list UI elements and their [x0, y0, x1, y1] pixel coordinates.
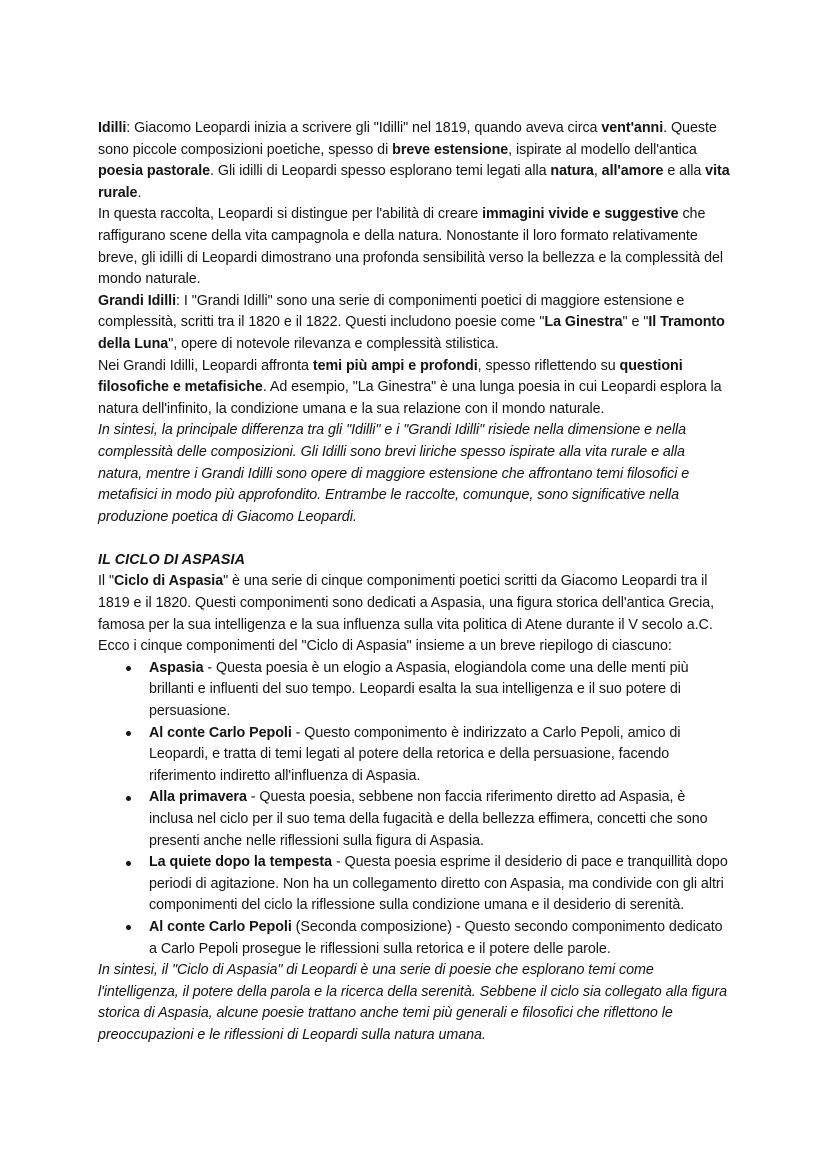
text-run: In sintesi, il "Ciclo di Aspasia" di Leopardi è una serie di poesie che esplorano temi come l'intelligenza, il potere della parola e la ricerca della serenità. Sebbene il ciclo sia collegato alla figura storica di Aspasia, alcune poesie trattano anche temi più generali e filosofici che riflettono le preoccupazioni e le riflessioni di Leopardi sulla natura umana. — [98, 962, 728, 1043]
bold-run: breve estensione — [392, 141, 509, 158]
text-run: - Questa poesia esprime il desiderio di pace e tranquillità dopo periodi di agitazione. Non ha un collegamento diretto con Aspasia, ma condivide con gli altri componimenti del ciclo la riflessione sulla condizione umana e il desiderio di serenità. — [149, 854, 728, 914]
document-body — [98, 118, 732, 1047]
list-item-text — [149, 660, 689, 719]
bold-run: Il Tramonto della Luna — [98, 314, 725, 352]
bullet-point-icon — [126, 796, 131, 801]
list-item-al-conte-carlo-pepoli — [98, 723, 732, 788]
bold-run: La quiete dopo la tempesta — [149, 854, 333, 871]
text-run: , ispirate al modello dell'antica — [508, 141, 697, 158]
text-run: - Questo componimento è indirizzato a Carlo Pepoli, amico di Leopardi, e tratta di temi legati al potere della retorica e della persuasione, facendo riferimento indiretto all'influenza di Aspasia. — [149, 724, 681, 784]
bold-run: Idilli — [98, 120, 127, 136]
text-run: , spesso riflettendo su — [477, 357, 620, 374]
bold-run: Aspasia — [149, 659, 204, 676]
text-run: . Queste sono piccole composizioni poetiche, spesso di — [98, 120, 717, 158]
text-run: e alla — [663, 163, 706, 180]
text-run: - Questa poesia è un elogio a Aspasia, elogiandola come una delle menti più brillanti e influenti del suo tempo. Leopardi esalta la sua intelligenza e il suo potere di persuasione. — [149, 659, 689, 720]
bullet-point-icon — [126, 925, 131, 930]
text-run: " è una serie di cinque componimenti poetici scritti da Giacomo Leopardi tra il 1819 e il 1820. Questi componimenti sono dedicati a Aspasia, una figura storica dell'antica Grecia, famosa per la sua intelligenza e la sua influenza sulla vita politica di Atene durante il V secolo a.C. — [98, 573, 715, 633]
bold-run: Alla primavera — [149, 789, 247, 806]
text-run: , — [593, 163, 602, 180]
paragraph-ciclo-intro — [98, 571, 732, 636]
bold-run: temi più ampi e profondi — [312, 357, 478, 374]
text-run: ", opere di notevole rilevanza e complessità stilistica. — [168, 335, 499, 352]
text-run: che raffigurano scene della vita campagnola e della natura. Nonostante il loro formato relativamente breve, gli idilli di Leopardi dimostrano una profonda sensibilità verso la bellezza e la complessità del mondo naturale. — [98, 206, 724, 288]
blank-line — [98, 528, 732, 550]
list-item-text — [149, 919, 723, 957]
paragraph-raccolta — [98, 204, 732, 290]
paragraph-sintesi-aspasia — [98, 960, 732, 1046]
text-run: - Questa poesia, sebbene non faccia riferimento diretto ad Aspasia, è inclusa nel ciclo per il suo tema della fugacità e della bellezza effimera, concetti che sono presenti anche nelle riflessioni sulla figura di Aspasia. — [149, 789, 708, 849]
text-run: Nei Grandi Idilli, Leopardi affronta — [98, 357, 313, 374]
text-run: . Ad esempio, "La Ginestra" è una lunga poesia in cui Leopardi esplora la natura dell'infinito, la condizione umana e la sua relazione con il mondo naturale. — [98, 379, 722, 417]
bold-run: all'amore — [601, 163, 664, 180]
bullet-point-icon — [126, 731, 131, 736]
text-run: : Giacomo Leopardi inizia a scrivere gli "Idilli" nel 1819, quando aveva circa — [126, 120, 602, 136]
text-run: : I "Grandi Idilli" sono una serie di componimenti poetici di maggiore estensione e complessità, scritti tra il 1820 e il 1822. Questi includono poesie come " — [98, 292, 685, 331]
bold-run: Ciclo di Aspasia — [114, 573, 224, 590]
paragraph-idilli — [98, 118, 732, 204]
bold-run: Grandi Idilli — [98, 292, 176, 309]
bold-run: questioni filosofiche e metafisiche — [98, 357, 683, 396]
list-item-text — [149, 789, 708, 848]
bullet-point-icon — [126, 666, 131, 671]
list-componimenti-aspasia — [98, 658, 732, 960]
paragraph-temi-profondi — [98, 356, 732, 421]
list-item-text — [149, 725, 680, 784]
text-run: " e " — [622, 314, 649, 331]
list-item-alla-primavera — [98, 787, 732, 852]
bold-run: vent'anni — [601, 120, 664, 136]
paragraph-ecco-componenti — [98, 636, 732, 658]
bold-run: natura — [550, 163, 594, 180]
text-run: . — [137, 184, 142, 201]
bold-run: vita rurale — [98, 163, 730, 201]
text-run: In sintesi, la principale differenza tra gli "Idilli" e i "Grandi Idilli" risiede nella dimensione e nella complessità delle composizioni. Gli Idilli sono brevi liriche spesso ispirate alla vita rurale e alla natura, mentre i Grandi Idilli sono opere di maggiore estensione che affrontano temi filosofici e metafisici in modo più approfondito. Entrambe le raccolte, comunque, sono significative nella produzione poetica di Giacomo Leopardi. — [98, 422, 690, 525]
text-run: Ecco i cinque componimenti del "Ciclo di Aspasia" insieme a un breve riepilogo di ciascuno: — [98, 638, 672, 655]
bold-run: Al conte Carlo Pepoli — [149, 918, 292, 935]
list-item-text — [149, 854, 728, 913]
list-item-la-quiete-dopo-la-tempesta — [98, 852, 732, 917]
text-run: . Gli idilli di Leopardi spesso esplorano temi legati alla — [210, 163, 551, 180]
bold-run: La Ginestra — [544, 314, 623, 331]
text-run: (Seconda composizione) - Questo secondo componimento dedicato a Carlo Pepoli prosegue le riflessioni sulla retorica e il potere delle parole. — [149, 918, 723, 957]
paragraph-sintesi-idilli — [98, 420, 732, 528]
bold-run: poesia pastorale — [98, 163, 211, 180]
list-item-aspasia — [98, 658, 732, 723]
paragraph-grandi-idilli — [98, 291, 732, 356]
list-item-al-conte-carlo-pepoli-seconda — [98, 917, 732, 960]
text-run: Il " — [98, 573, 114, 590]
bullet-point-icon — [126, 861, 131, 866]
bold-run: immagini vivide e suggestive — [482, 206, 679, 223]
section-heading-ciclo-di-aspasia: IL CICLO DI ASPASIA — [98, 551, 245, 568]
text-run: In questa raccolta, Leopardi si distingue per l'abilità di creare — [98, 206, 483, 223]
bold-run: Al conte Carlo Pepoli — [149, 724, 292, 741]
